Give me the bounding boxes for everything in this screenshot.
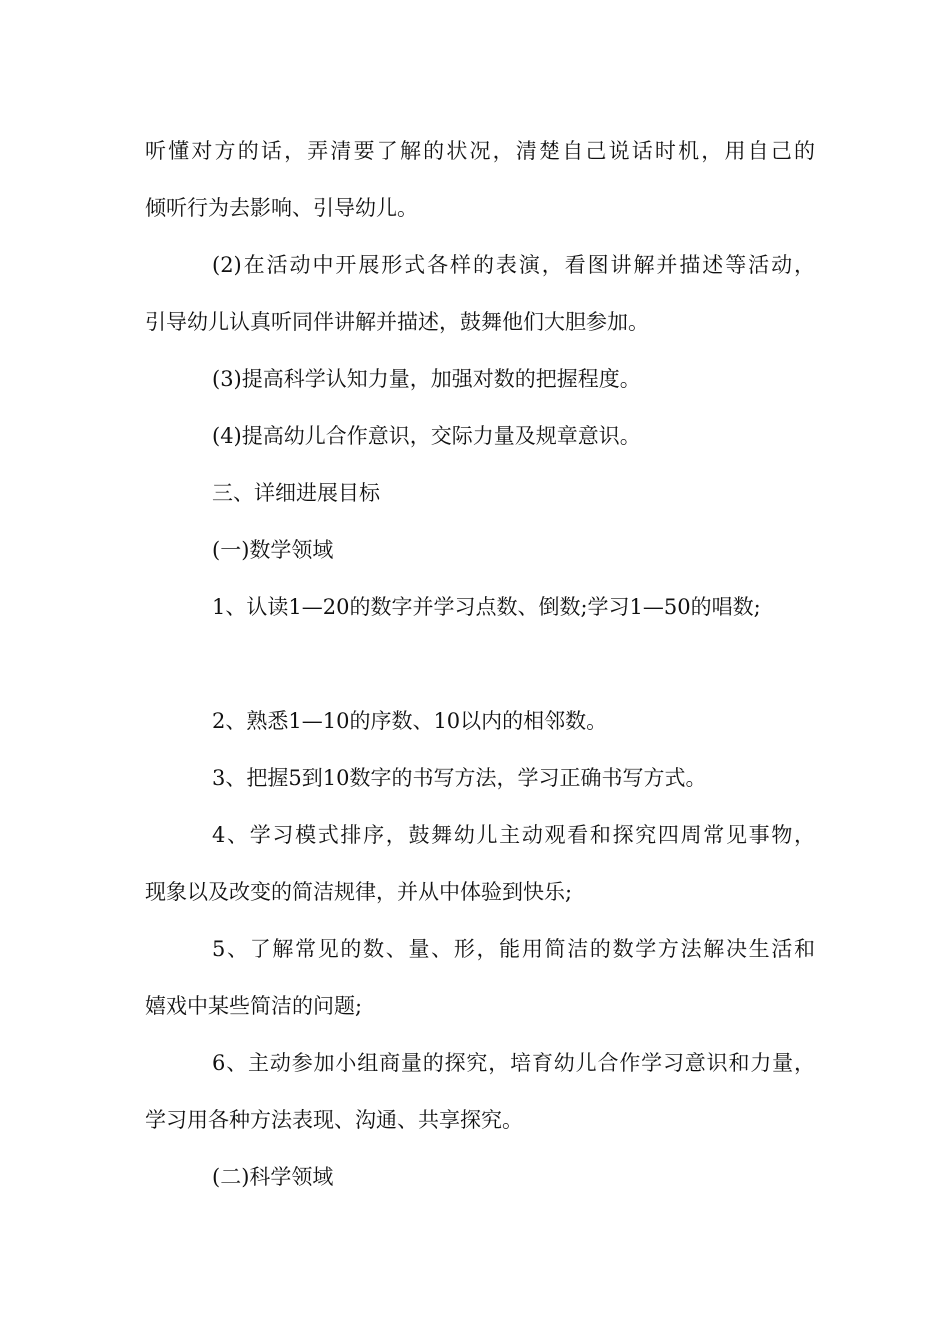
list-item-3: 3、把握5到10数字的书写方法，学习正确书写方式。 (212, 766, 707, 790)
subsection-heading-math: (一)数学领域 (212, 538, 334, 562)
text-line-6: (4)提高幼儿合作意识，交际力量及规章意识。 (212, 424, 641, 448)
list-item-4: 4、学习模式排序，鼓舞幼儿主动观看和探究四周常见事物， (212, 823, 815, 847)
section-heading: 三、详细进展目标 (212, 481, 380, 505)
text-line-2: 倾听行为去影响、引导幼儿。 (145, 196, 418, 220)
text-line-3: (2)在活动中开展形式各样的表演，看图讲解并描述等活动， (212, 253, 815, 277)
list-item-1: 1、认读1—20的数字并学习点数、倒数;学习1—50的唱数; (212, 595, 761, 619)
list-item-4-cont: 现象以及改变的简洁规律，并从中体验到快乐; (145, 880, 573, 904)
text-line-5: (3)提高科学认知力量，加强对数的把握程度。 (212, 367, 641, 391)
list-item-5-cont: 嬉戏中某些简洁的问题; (145, 994, 363, 1018)
subsection-heading-science: (二)科学领域 (212, 1165, 334, 1189)
list-item-6: 6、主动参加小组商量的探究，培育幼儿合作学习意识和力量， (212, 1051, 815, 1075)
list-item-5: 5、了解常见的数、量、形，能用简洁的数学方法解决生活和 (212, 937, 815, 961)
list-item-2: 2、熟悉1—10的序数、10以内的相邻数。 (212, 709, 608, 733)
text-line-1: 听懂对方的话，弄清要了解的状况，清楚自己说话时机，用自己的 (145, 139, 815, 163)
list-item-6-cont: 学习用各种方法表现、沟通、共享探究。 (145, 1108, 523, 1132)
text-line-4: 引导幼儿认真听同伴讲解并描述，鼓舞他们大胆参加。 (145, 310, 649, 334)
